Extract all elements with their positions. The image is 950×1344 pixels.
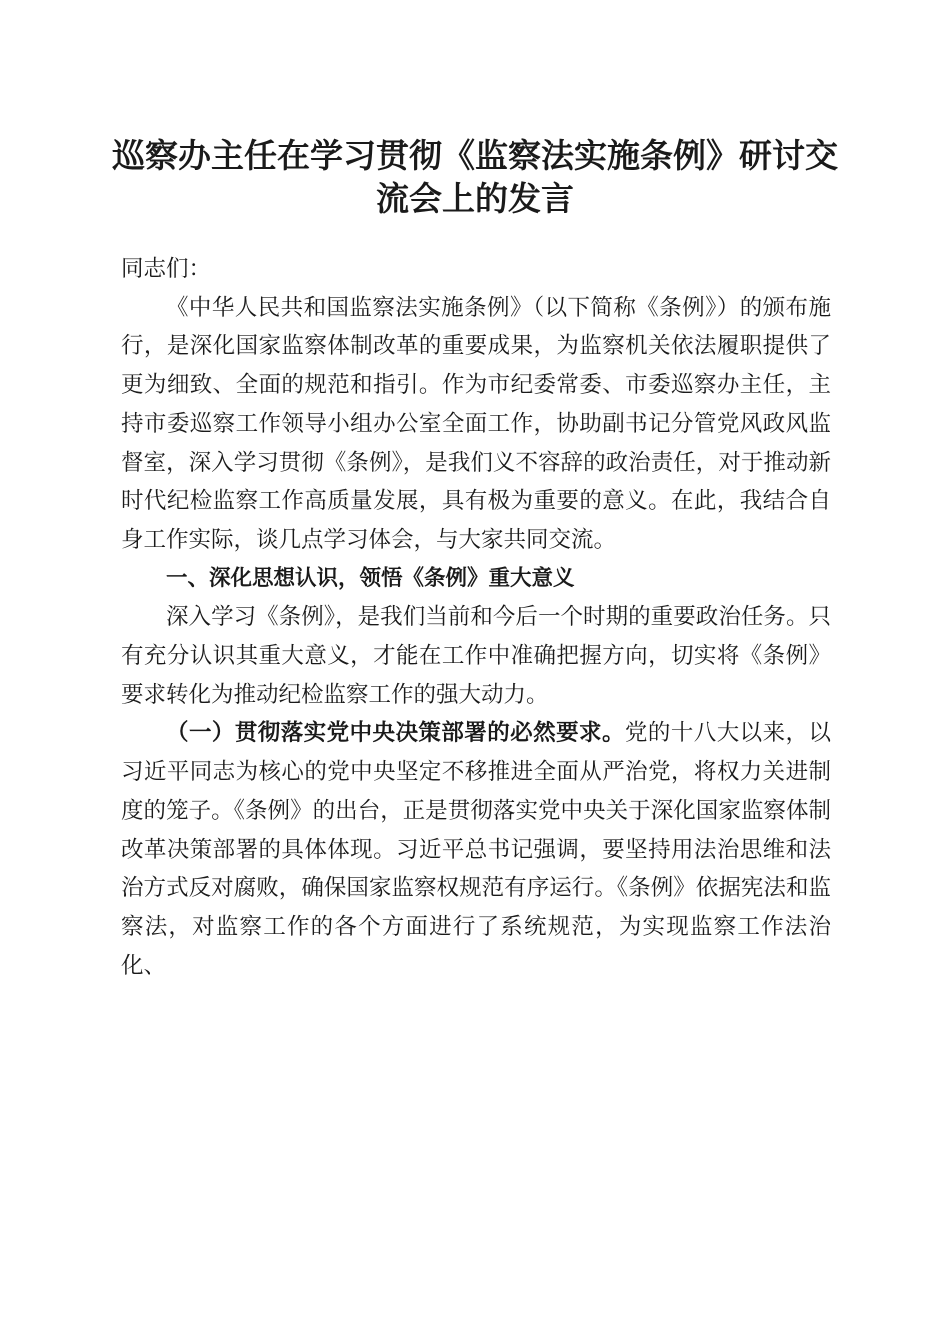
- subsection-1-lead: （一）贯彻落实党中央决策部署的必然要求。: [166, 720, 625, 747]
- document-body: [121, 250, 831, 985]
- salutation: 同志们：: [121, 256, 212, 282]
- section-heading-1: 一、深化思想认识，领悟《条例》重大意义: [166, 565, 575, 591]
- document-title: 巡察办主任在学习贯彻《监察法实施条例》研讨交流会上的发言: [112, 136, 838, 218]
- section-1-paragraph: 深入学习《条例》，是我们当前和今后一个时期的重要政治任务。只有充分认识其重大意义，才能在工作中准确把握方向，切实将《条例》要求转化为推动纪检监察工作的强大动力。: [121, 604, 831, 708]
- subsection-1-text: 党的十八大以来，以习近平同志为核心的党中央坚定不移推进全面从严治党，将权力关进制度的笼子。《条例》的出台，正是贯彻落实党中央关于深化国家监察体制改革决策部署的具体体现。习近平总书记强调，要坚持用法治思维和法治方式反对腐败，确保国家监察权规范有序运行。《条例》依据宪法和监察法，对监察工作的各个方面进行了系统规范，为实现监察工作法治化、: [121, 720, 831, 979]
- intro-paragraph: 《中华人民共和国监察法实施条例》（以下简称《条例》）的颁布施行，是深化国家监察体制改革的重要成果，为监察机关依法履职提供了更为细致、全面的规范和指引。作为市纪委常委、市委巡察办主任，主持市委巡察工作领导小组办公室全面工作，协助副书记分管党风政风监督室，深入学习贯彻《条例》，是我们义不容辞的政治责任，对于推动新时代纪检监察工作高质量发展，具有极为重要的意义。在此，我结合自身工作实际，谈几点学习体会，与大家共同交流。: [121, 294, 831, 553]
- subsection-1-paragraph: [121, 714, 831, 985]
